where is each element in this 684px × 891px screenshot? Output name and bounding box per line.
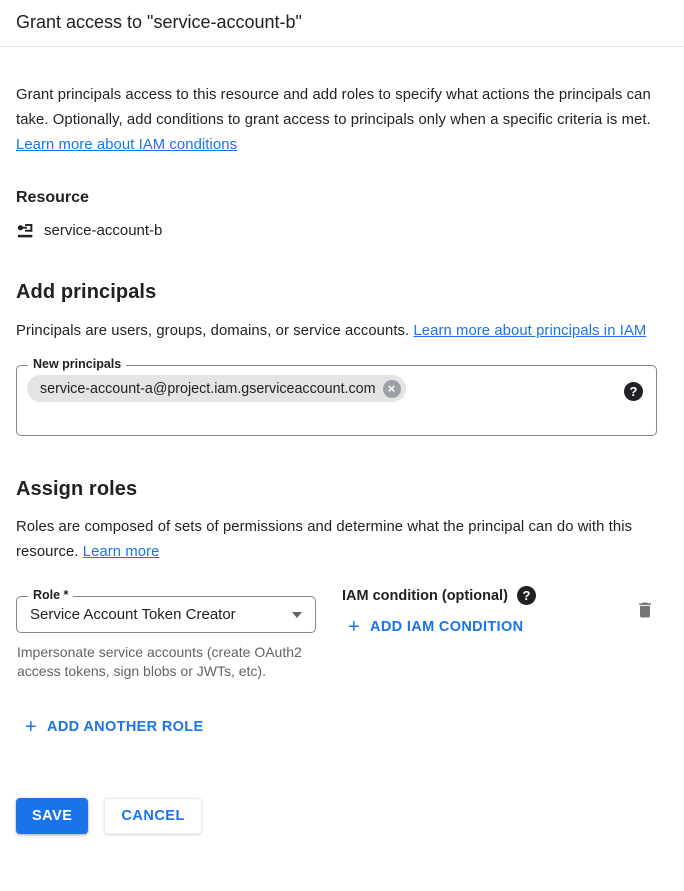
principals-help-icon[interactable]: ? <box>624 382 643 401</box>
principal-chip[interactable] <box>27 375 406 402</box>
dialog-header <box>0 0 684 47</box>
iam-condition-label: IAM condition (optional) <box>342 587 508 604</box>
add-iam-condition-label: ADD IAM CONDITION <box>370 619 524 635</box>
iam-condition-column <box>342 586 536 638</box>
add-another-role-button[interactable] <box>25 718 204 736</box>
role-label: Role * <box>28 588 73 603</box>
roles-description-text: Roles are composed of sets of permissions and determine what the principal can do with this resource. <box>16 519 633 560</box>
resource-heading: Resource <box>16 189 89 206</box>
add-iam-condition-button[interactable] <box>348 618 523 636</box>
learn-more-principals-link[interactable]: Learn more about principals in IAM <box>413 323 647 339</box>
resource-row <box>16 220 657 242</box>
delete-role-column <box>633 596 657 625</box>
intro-paragraph <box>16 83 657 158</box>
principals-description <box>16 319 657 344</box>
roles-description <box>16 515 657 565</box>
intro-text: Grant principals access to this resource and add roles to specify what actions the principals can take. Optionally, add conditions to grant access to principals only when a specific criteria is met. <box>16 87 651 128</box>
add-principals-heading: Add principals <box>16 281 157 303</box>
new-principals-field[interactable] <box>16 357 657 436</box>
principal-chip-row <box>17 366 656 411</box>
new-principals-label: New principals <box>28 357 126 372</box>
iam-condition-help-icon[interactable]: ? <box>517 586 536 605</box>
trash-icon <box>635 600 655 620</box>
assign-roles-heading: Assign roles <box>16 478 138 500</box>
plus-icon: + <box>348 616 361 638</box>
plus-icon: + <box>25 716 38 738</box>
dialog-title: Grant access to "service-account-b" <box>16 12 302 32</box>
role-select[interactable] <box>16 588 316 633</box>
learn-more-iam-conditions-link[interactable]: Learn more about IAM conditions <box>16 137 238 153</box>
principal-chip-text: service-account-a@project.iam.gserviceaccount.com <box>40 380 376 397</box>
cancel-button[interactable]: CANCEL <box>104 798 201 834</box>
delete-role-button[interactable] <box>633 598 657 622</box>
learn-more-roles-link[interactable]: Learn more <box>82 544 160 560</box>
resource-name: service-account-b <box>44 222 163 239</box>
save-button[interactable]: SAVE <box>16 798 88 834</box>
chevron-down-icon <box>292 612 302 618</box>
add-another-role-label: ADD ANOTHER ROLE <box>47 719 204 735</box>
role-description: Impersonate service accounts (create OAuth2 access tokens, sign blobs or JWTs, etc). <box>17 644 302 679</box>
principals-description-text: Principals are users, groups, domains, or service accounts. <box>16 323 414 339</box>
role-column <box>16 588 316 681</box>
dialog-actions <box>16 798 657 834</box>
role-row <box>16 587 657 681</box>
role-selected-value: Service Account Token Creator <box>30 606 236 623</box>
iam-condition-label-row <box>342 586 536 605</box>
service-account-icon <box>16 222 35 241</box>
chip-remove-icon[interactable]: × <box>383 380 401 398</box>
dialog-body <box>0 83 684 850</box>
